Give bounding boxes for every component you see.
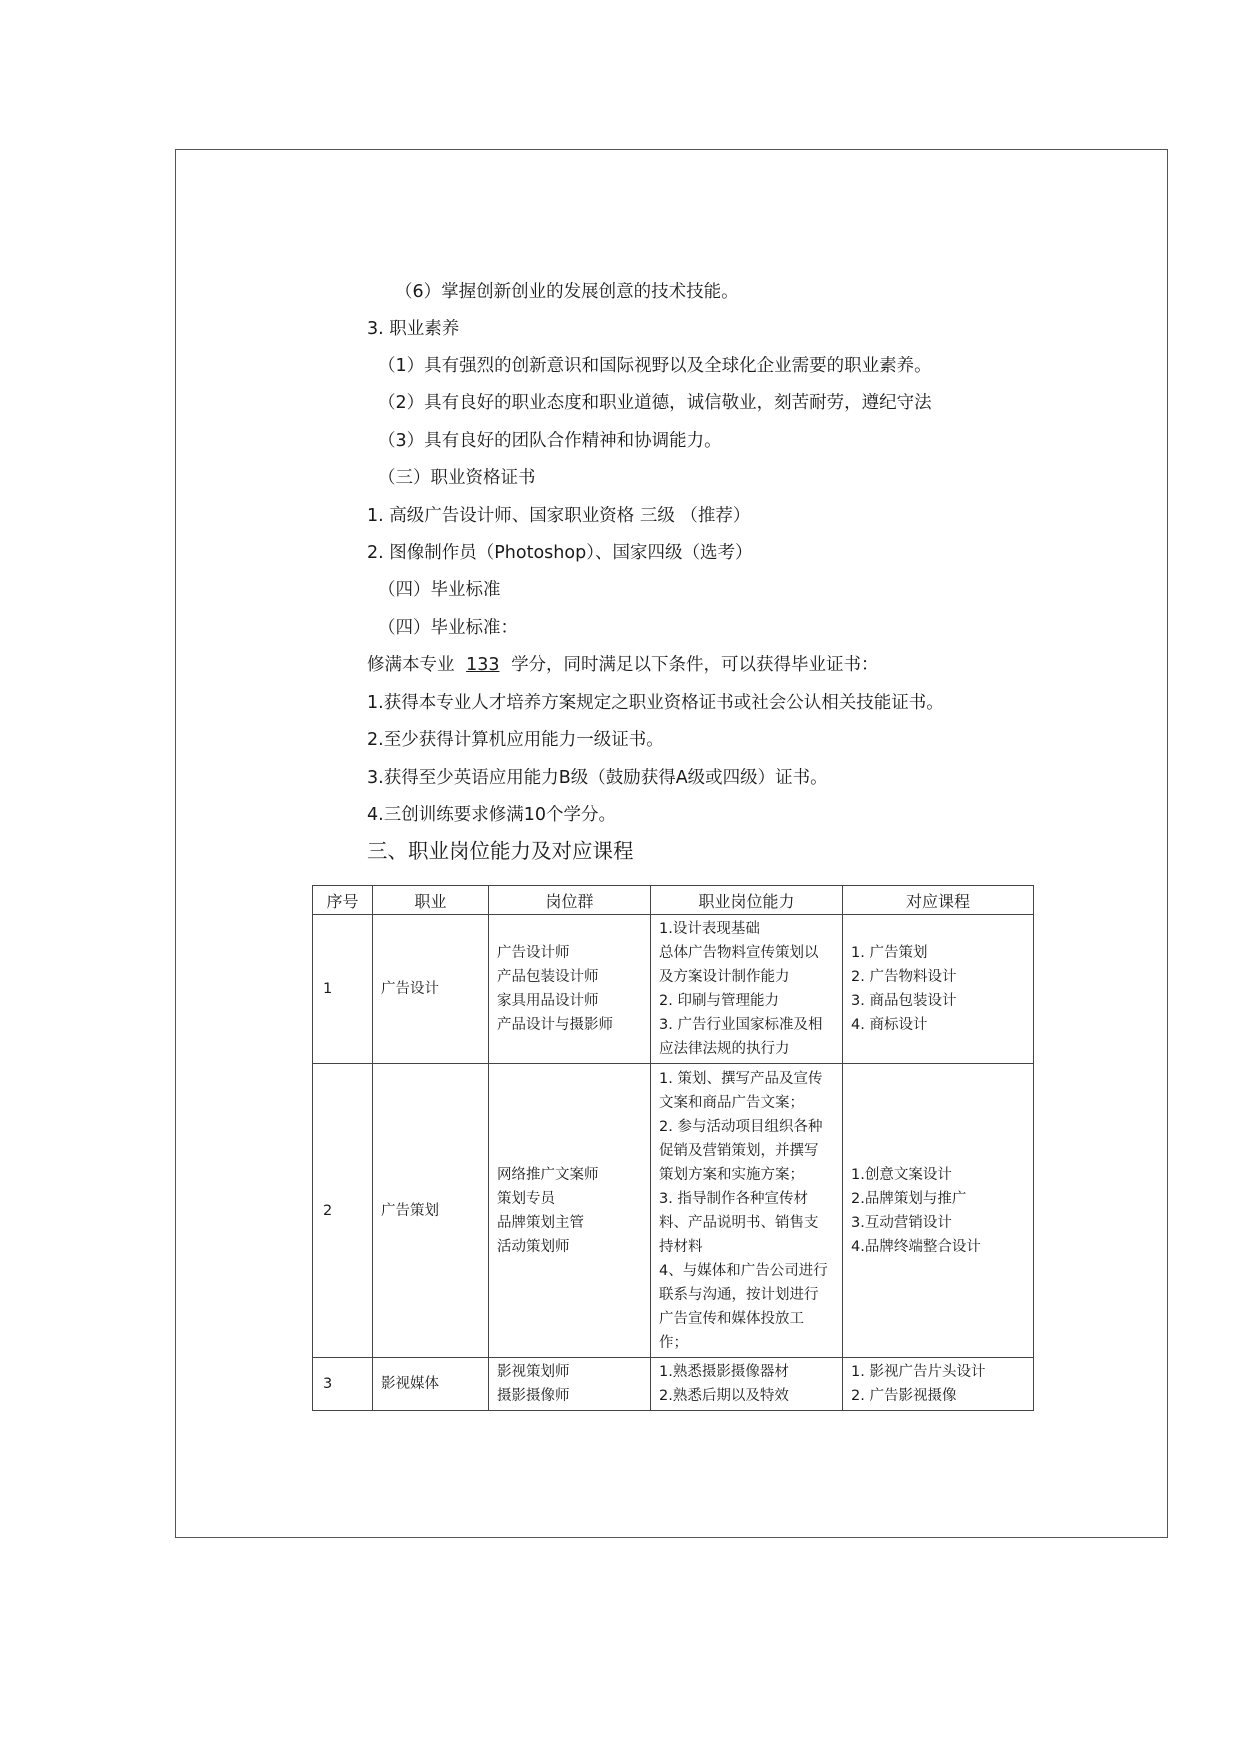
cell-line: 3. 广告行业国家标准及相 — [659, 1017, 823, 1033]
cell-line: 1. 广告策划 — [851, 945, 928, 961]
cell-line: 2.熟悉后期以及特效 — [659, 1388, 789, 1404]
section-subheading: （四）毕业标准 — [378, 580, 501, 600]
cell-line: 家具用品设计师 — [497, 993, 599, 1009]
cell-line: 2. 广告影视摄像 — [851, 1388, 957, 1404]
cell-job: 影视媒体 — [373, 1358, 489, 1411]
cell-line: 品牌策划主管 — [497, 1214, 584, 1231]
credits-value: 133 — [466, 655, 500, 675]
cell-line: 文案和商品广告文案； — [659, 1094, 804, 1111]
section-subheading: （四）毕业标准： — [378, 618, 518, 638]
credits-prefix: 修满本专业 — [367, 655, 455, 675]
cell-line: 作； — [659, 1334, 688, 1351]
paragraph: 2. 图像制作员（Photoshop）、国家四级（选考） — [367, 543, 753, 563]
paragraph: （1）具有强烈的创新意识和国际视野以及全球化企业需要的职业素养。 — [378, 356, 932, 376]
header-courses: 对应课程 — [843, 886, 1034, 915]
cell-num: 1 — [313, 915, 373, 1064]
cell-line: 策划方案和实施方案； — [659, 1166, 804, 1183]
cell-line: 联系与沟通，按计划进行 — [659, 1286, 819, 1303]
cell-line: 总体广告物料宣传策划以 — [659, 945, 819, 961]
cell-abilities — [651, 915, 843, 1064]
condition-item: 2.至少获得计算机应用能力一级证书。 — [367, 730, 664, 750]
cell-line: 网络推广文案师 — [497, 1166, 599, 1183]
paragraph: 1. 高级广告设计师、国家职业资格 三级 （推荐） — [367, 506, 751, 526]
paragraph: （6）掌握创新创业的发展创意的技术技能。 — [395, 282, 739, 302]
header-positions: 岗位群 — [489, 886, 651, 915]
cell-courses — [843, 1358, 1034, 1411]
cell-line: 影视策划师 — [497, 1364, 570, 1380]
condition-item: 1.获得本专业人才培养方案规定之职业资格证书或社会公认相关技能证书。 — [367, 693, 944, 713]
section-heading: 三、职业岗位能力及对应课程 — [367, 839, 634, 863]
cell-line: 1. 策划、撰写产品及宣传 — [659, 1070, 823, 1087]
table-header-row — [313, 886, 1034, 915]
condition-item: 4.三创训练要求修满10个学分。 — [367, 805, 616, 825]
cell-line: 产品包装设计师 — [497, 969, 599, 985]
cell-abilities — [651, 1064, 843, 1358]
cell-line: 及方案设计制作能力 — [659, 969, 790, 985]
cell-job: 广告设计 — [373, 915, 489, 1064]
cell-line: 促销及营销策划，并撰写 — [659, 1142, 819, 1159]
cell-line: 策划专员 — [497, 1190, 555, 1207]
cell-line: 3.互动营销设计 — [851, 1214, 952, 1231]
cell-courses — [843, 915, 1034, 1064]
cell-num: 2 — [313, 1064, 373, 1358]
credits-suffix: 学分，同时满足以下条件，可以获得毕业证书： — [511, 655, 879, 675]
cell-num: 3 — [313, 1358, 373, 1411]
cell-line: 4、与媒体和广告公司进行 — [659, 1262, 828, 1279]
cell-line: 1.创意文案设计 — [851, 1166, 952, 1183]
cell-line: 4. 商标设计 — [851, 1017, 928, 1033]
cell-line: 2. 广告物料设计 — [851, 969, 957, 985]
table-row — [313, 915, 1034, 1064]
cell-job: 广告策划 — [373, 1064, 489, 1358]
cell-positions — [489, 1358, 651, 1411]
cell-line: 产品设计与摄影师 — [497, 1017, 613, 1033]
cell-line: 1.熟悉摄影摄像器材 — [659, 1364, 789, 1380]
cell-line: 料、产品说明书、销售支 — [659, 1214, 819, 1231]
cell-positions — [489, 1064, 651, 1358]
header-num: 序号 — [313, 886, 373, 915]
cell-line: 持材料 — [659, 1238, 703, 1255]
paragraph: 3. 职业素养 — [367, 319, 460, 339]
cell-line: 应法律法规的执行力 — [659, 1041, 790, 1057]
table-row — [313, 1064, 1034, 1358]
condition-item: 3.获得至少英语应用能力B级（鼓励获得A级或四级）证书。 — [367, 768, 828, 788]
header-abilities: 职业岗位能力 — [651, 886, 843, 915]
paragraph: （3）具有良好的团队合作精神和协调能力。 — [378, 431, 722, 451]
cell-positions — [489, 915, 651, 1064]
cell-abilities — [651, 1358, 843, 1411]
cell-line: 摄影摄像师 — [497, 1388, 570, 1404]
cell-line: 2. 参与活动项目组织各种 — [659, 1118, 823, 1135]
cell-line: 2. 印刷与管理能力 — [659, 993, 779, 1009]
cell-line: 活动策划师 — [497, 1238, 570, 1255]
cell-line: 广告设计师 — [497, 945, 570, 961]
cell-courses — [843, 1064, 1034, 1358]
table-row — [313, 1358, 1034, 1411]
cell-line: 1. 影视广告片头设计 — [851, 1364, 986, 1380]
paragraph: （2）具有良好的职业态度和职业道德，诚信敬业，刻苦耐劳，遵纪守法 — [378, 393, 932, 413]
cell-line: 1.设计表现基础 — [659, 921, 760, 937]
cell-line: 2.品牌策划与推广 — [851, 1190, 967, 1207]
section-subheading: （三）职业资格证书 — [378, 468, 536, 488]
cell-line: 4.品牌终端整合设计 — [851, 1238, 981, 1255]
career-course-table — [312, 885, 1034, 1411]
header-job: 职业 — [373, 886, 489, 915]
cell-line: 广告宣传和媒体投放工 — [659, 1310, 804, 1327]
credits-line — [367, 654, 879, 676]
cell-line: 3. 指导制作各种宣传材 — [659, 1190, 808, 1207]
cell-line: 3. 商品包装设计 — [851, 993, 957, 1009]
